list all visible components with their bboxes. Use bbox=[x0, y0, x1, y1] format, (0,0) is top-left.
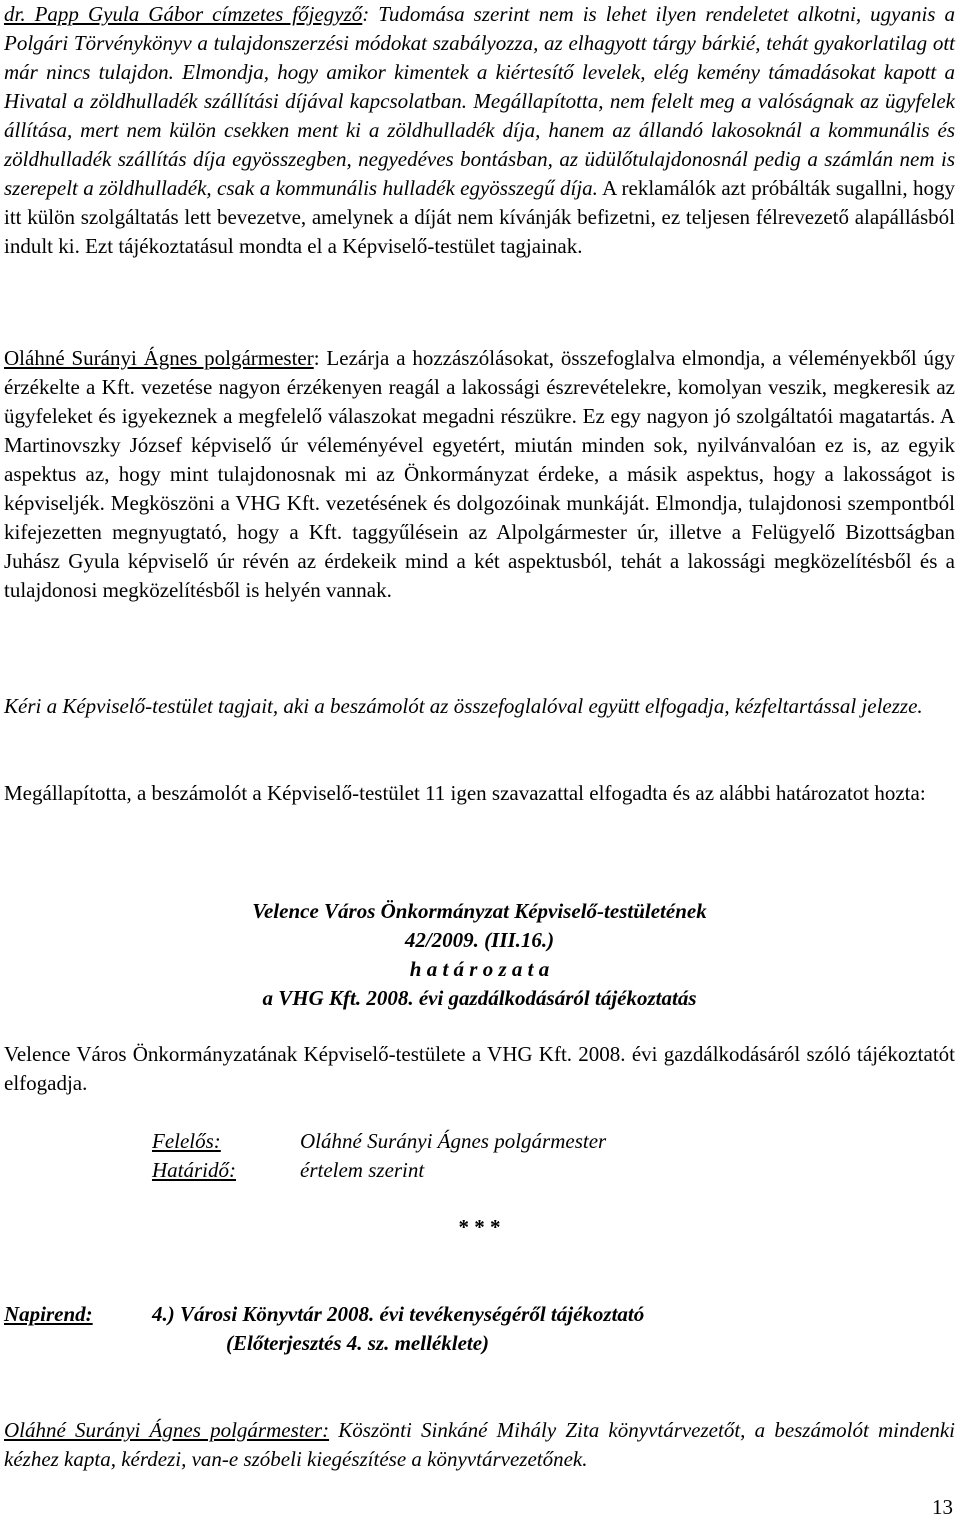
paragraph-mayor-greeting bbox=[4, 1416, 955, 1474]
responsible-label: Felelős: bbox=[152, 1129, 221, 1153]
responsible-value: Oláhné Surányi Ágnes polgármester bbox=[300, 1129, 607, 1153]
speaker-name: Oláhné Surányi Ágnes polgármester bbox=[4, 346, 314, 370]
agenda-reference: (Előterjesztés 4. sz. melléklete) bbox=[226, 1331, 490, 1355]
resolution-subject: a VHG Kft. 2008. évi gazdálkodásáról tájékoztatás bbox=[262, 986, 697, 1010]
agenda-label: Napirend: bbox=[4, 1302, 93, 1326]
resolution-number: 42/2009. (III.16.) bbox=[404, 928, 555, 952]
resolution-heading bbox=[4, 897, 955, 1013]
paragraph-notary-statement bbox=[4, 0, 955, 261]
deadline-label: Határidő: bbox=[152, 1158, 236, 1182]
deadline-value: értelem szerint bbox=[300, 1158, 425, 1182]
speaker-name: Oláhné Surányi Ágnes polgármester: bbox=[4, 1418, 330, 1442]
paragraph-vote-result: Megállapította, a beszámolót a Képviselő-testület 11 igen szavazattal elfogadta és az alábbi határozatot hozta: bbox=[4, 781, 926, 805]
paragraph-mayor-summary bbox=[4, 344, 955, 605]
paragraph-text-italic: Köszönti Sinkáné Mihály Zita könyvtárvezetőt, a beszámolót mindenki kézhez kapta, kérdezi, van-e szóbeli kiegészítése a könyvtárvezetőnek. bbox=[4, 1418, 955, 1471]
resolution-text: Velence Város Önkormányzatának Képviselő-testülete a VHG Kft. 2008. évi gazdálkodásáról szóló tájékoztatót elfogadja. bbox=[4, 1042, 955, 1095]
deadline-row bbox=[152, 1156, 424, 1185]
section-separator: * * * bbox=[458, 1215, 501, 1239]
speaker-separator: : bbox=[362, 2, 379, 26]
paragraph-text: A reklamálók azt próbálták sugallni, hogy itt külön szolgáltatás lett bevezetve, amelynek a díját nem kívánják befizetni, ez teljesen félrevezető alapállásból indult ki. Ezt tájékoztatásul mondta el a Képviselő-testület tagjainak. bbox=[4, 176, 956, 258]
page-number: 13 bbox=[932, 1495, 953, 1519]
responsible-row bbox=[152, 1127, 606, 1156]
resolution-title: h a t á r o z a t a bbox=[409, 957, 550, 981]
paragraph-vote-request: Kéri a Képviselő-testület tagjait, aki a beszámolót az összefoglalóval együtt elfogadja, kézfeltartással jelezze. bbox=[4, 694, 923, 718]
resolution-issuer: Velence Város Önkormányzat Képviselő-testületének bbox=[252, 899, 707, 923]
paragraph-text-italic: Tudomása szerint nem is lehet ilyen rendeletet alkotni, ugyanis a Polgári Törvénykönyv a tulajdonszerzési módokat szabályozza, az elhagyott tárgy bárkié, tehát gyakorlatilag ott már nincs tulajdon. Elmondja, hogy amikor kimentek a kiértesítő levelek, elég kemény támadásokat kapott a Hivatal a zöldhulladék szállítási díjával kapcsolatban. Megállapította, nem felelt meg a valóságnak az ügyfelek állítása, mert nem külön csekken ment ki a zöldhulladék díja, hanem az állandó lakosoknál a kommunális és zöldhulladék szállítás díja egyösszegben, negyedéves bontásban, az üdülőtulajdonosnál pedig a számlán nem is szerepelt a zöldhulladék, csak a kommunális hulladék egyösszegű díja. bbox=[4, 2, 955, 200]
speaker-name: dr. Papp Gyula Gábor címzetes főjegyző bbox=[4, 2, 363, 26]
paragraph-text: Lezárja a hozzászólásokat, összefoglalva elmondja, a véleményekből úgy érzékelte a Kft. vezetése nagyon érzékenyen reagál a lakossági észrevételekre, komolyan veszik, megkeresik az ügyfeleket és igyekeznek a megfelelő válaszokat megadni részükre. Ez egy nagyon jó szolgáltatói magatartás. A Martinovszky József képviselő úr véleményével egyetért, miután minden sok, nyilvánvalóan ez is, az egyik aspektus az, hogy mint tulajdonosnak mi az Önkormányzat érdeke, a másik aspektus, hogy a lakosságot is képviseljék. Megköszöni a VHG Kft. vezetésének és dolgozóinak munkáját. Elmondja, tulajdonosi szempontból kifejezetten megnyugtató, hogy a Kft. taggyűlésein az Alpolgármester úr, illetve a Felügyelő Bizottságban Juhász Gyula képviselő úr révén az érdekeik mind a két aspektusból, tehát a lakossági megközelítésből és a tulajdonosi megközelítésből is helyén vannak. bbox=[4, 346, 955, 602]
speaker-separator: : bbox=[313, 346, 327, 370]
agenda-title: 4.) Városi Könyvtár 2008. évi tevékenységéről tájékoztató bbox=[152, 1302, 645, 1326]
